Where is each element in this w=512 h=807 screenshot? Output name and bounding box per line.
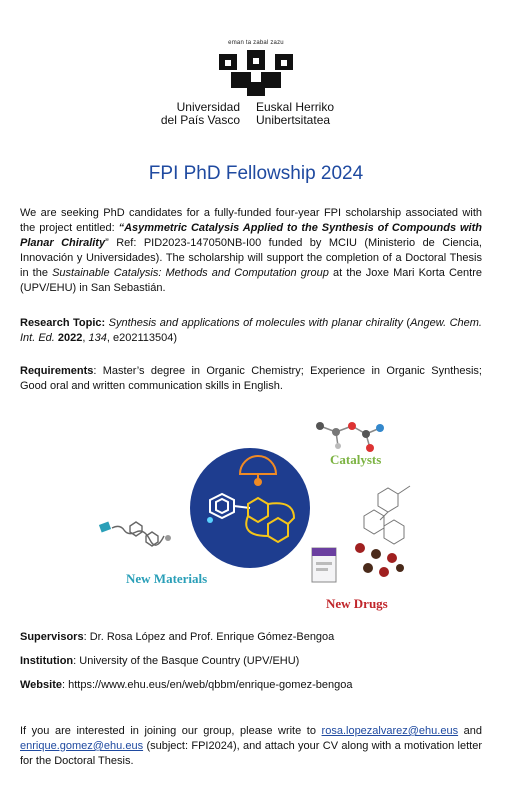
website: Website: https://www.ehu.eus/en/web/qbbm/enrique-gomez-bengoa (20, 679, 353, 691)
university-name-es: Universidad del País Vasco (160, 100, 240, 127)
research-topic: Research Topic: Synthesis and applications of molecules with planar chirality (Angew. Chem. Int. Ed. 2022, 134, e202113504) (20, 317, 482, 344)
catalyst-molecule-icon (316, 422, 384, 452)
institution: Institution: University of the Basque Country (UPV/EHU) (20, 655, 300, 667)
university-logo-icon (217, 50, 295, 96)
website-url[interactable]: : https://www.ehu.eus/en/web/qbbm/enrique-gomez-bengoa (61, 679, 353, 691)
email-link-rosa[interactable]: rosa.lopezalvarez@ehu.eus (321, 725, 459, 737)
group-name: Sustainable Catalysis: Methods and Computation group (52, 267, 329, 279)
label-new-drugs: New Drugs (326, 596, 388, 611)
page-title: FPI PhD Fellowship 2024 (148, 163, 364, 184)
university-name-eu: Euskal Herriko Unibertsitatea (256, 100, 335, 127)
supervisors: Supervisors: Dr. Rosa López and Prof. Enrique Gómez-Bengoa (20, 631, 335, 643)
material-molecule-icon (99, 522, 171, 546)
intro-paragraph: We are seeking PhD candidates for a fully-funded four-year FPI scholarship associated with the project entitled: “Asymmetric Catalysis Applied to the Synthesis of Compounds with Planar Chirality” Ref: PID2023-147050NB-I00 funded by MCIU (Ministerio de Ciencia, Innovación y Universidades). The scholarship will support the completion of a Doctoral Thesis in the Sustainable Catalysis: Methods and Computation group at the Joxe Mari Korta Centre (UPV/EHU) in San Sebastián. (20, 207, 483, 294)
label-new-materials: New Materials (126, 571, 208, 586)
drug-molecule-icon (355, 486, 410, 577)
project-title: “Asymmetric Catalysis Applied to the Synthesis of Compounds with Planar Chirality (20, 222, 482, 249)
contact-paragraph: If you are interested in joining our group, please write to rosa.lopezalvarez@ehu.eus and enrique.gomez@ehu.eus (subject: FPI2024), and attach your CV along with a motivation letter for the Doctoral Thesis. (20, 725, 482, 767)
label-catalysts: Catalysts (330, 452, 382, 467)
email-link-enrique[interactable]: enrique.gomez@ehu.eus (20, 740, 144, 752)
university-motto: eman ta zabal zazu (228, 40, 284, 46)
drug-box-icon (312, 548, 336, 582)
requirements: Requirements: Master’s degree in Organic Chemistry; Experience in Organic Synthesis; Good oral and written communication skills in English. (20, 365, 482, 392)
research-graphic (80, 408, 430, 618)
